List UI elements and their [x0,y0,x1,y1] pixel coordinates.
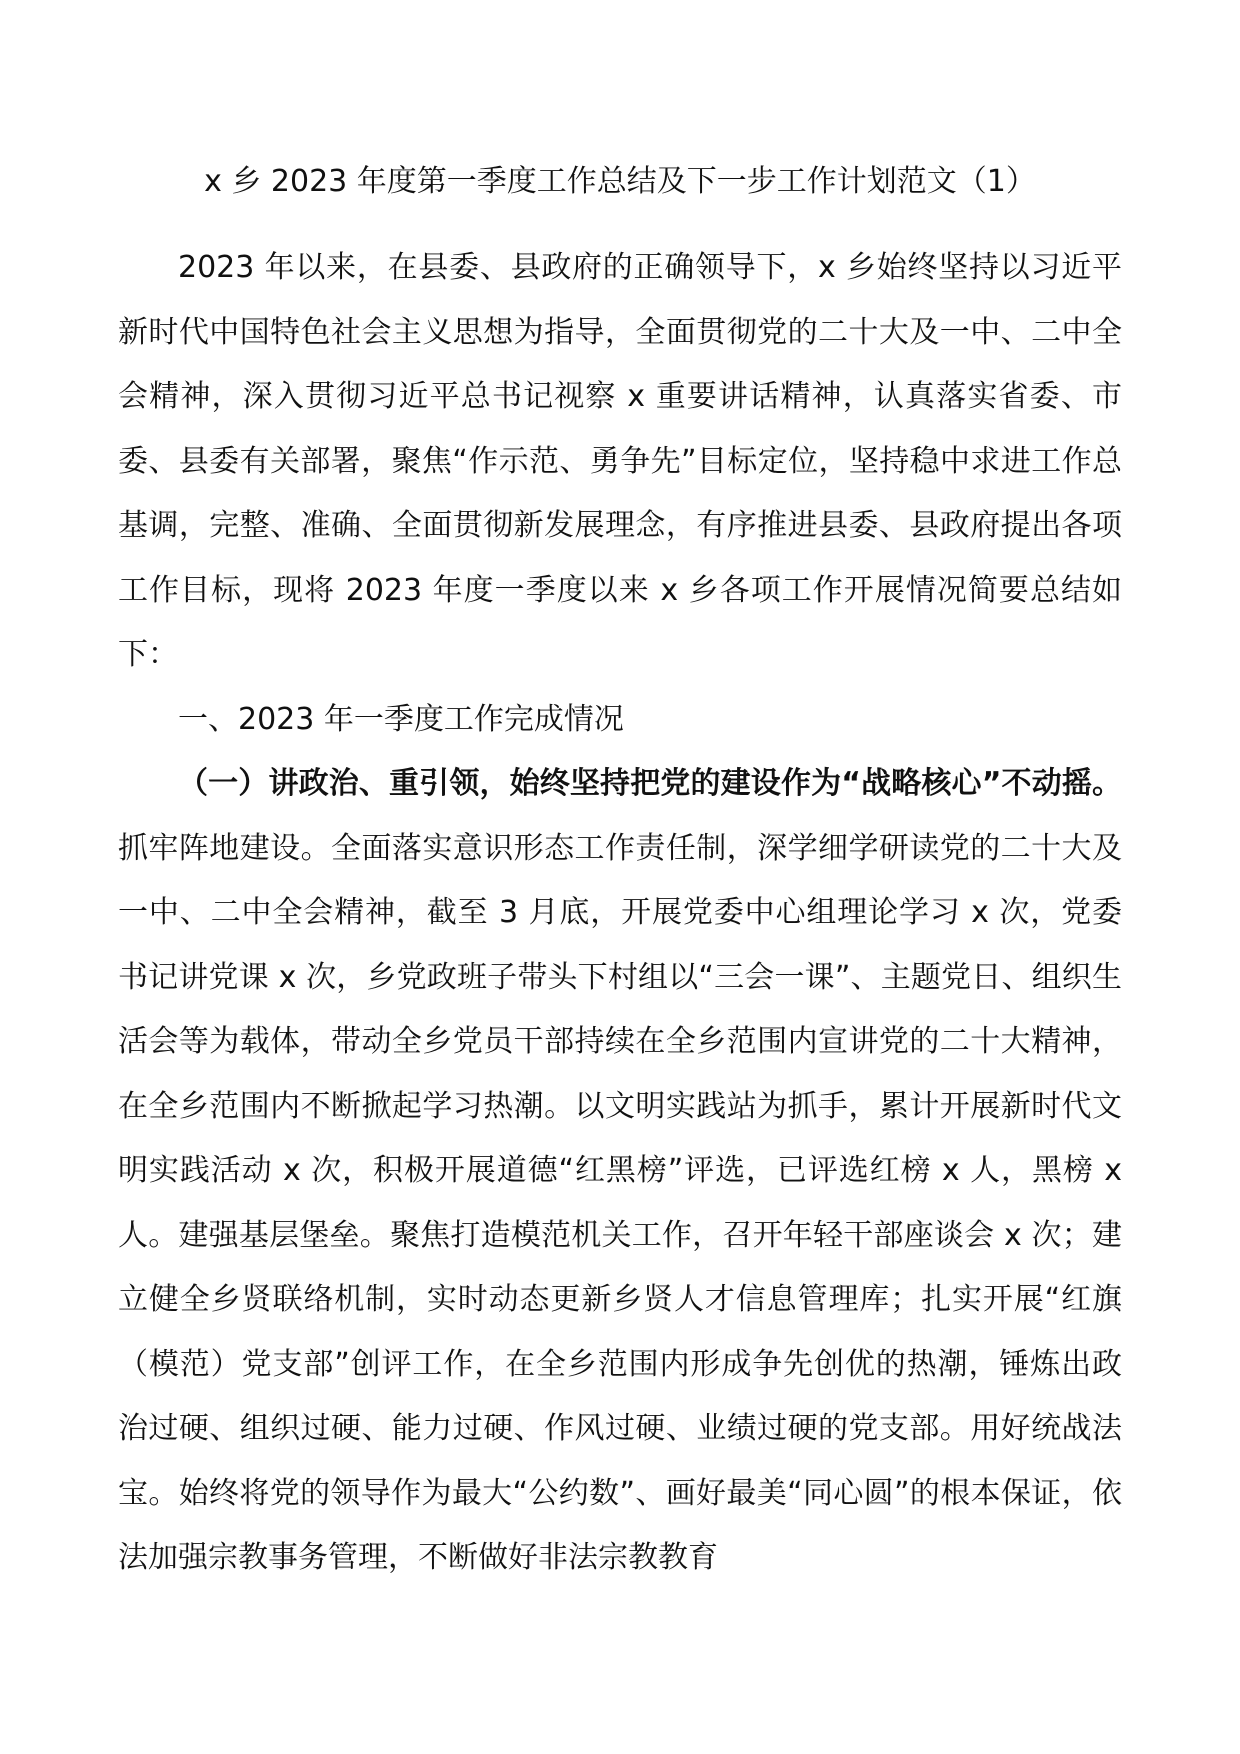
section-heading-1: 一、2023 年一季度工作完成情况 [178,701,624,737]
document-title: x 乡 2023 年度第一季度工作总结及下一步工作计划范文（1） [204,164,1036,199]
intro-paragraph: 2023 年以来，在县委、县政府的正确领导下，x 乡始终坚持以习近平新时代中国特色社会主义思想为指导，全面贯彻党的二十大及一中、二中全会精神，深入贯彻习近平总书记视察 x 重要讲话精神，认真落实省委、市委、县委有关部署，聚焦“作示范、勇争先”目标定位，坚持稳中求进工作总基调，完整、准确、全面贯彻新发展理念，有序推进县委、县政府提出各项工作目标，现将 2023 年度一季度以来 x 乡各项工作开展情况简要总结如下： [118,250,1122,672]
document-body [118,236,1122,1591]
subsection-1-body: 抓牢阵地建设。全面落实意识形态工作责任制，深学细学研读党的二十大及一中、二中全会精神，截至 3 月底，开展党委中心组理论学习 x 次，党委书记讲党课 x 次，乡党政班子带头下村组以“三会一课”、主题党日、组织生活会等为载体，带动全乡党员干部持续在全乡范围内宣讲党的二十大精神，在全乡范围内不断掀起学习热潮。以文明实践站为抓手，累计开展新时代文明实践活动 x 次，积极开展道德“红黑榜”评选，已评选红榜 x 人，黑榜 x 人。建强基层堡垒。聚焦打造模范机关工作，召开年轻干部座谈会 x 次；建立健全乡贤联络机制，实时动态更新乡贤人才信息管理库；扎实开展“红旗（模范）党支部”创评工作，在全乡范围内形成争先创优的热潮，锤炼出政治过硬、组织过硬、能力过硬、作风过硬、业绩过硬的党支部。用好统战法宝。始终将党的领导作为最大“公约数”、画好最美“同心圆”的根本保证，依法加强宗教事务管理，不断做好非法宗教教育 [118,830,1122,1575]
subsection-1-lead: （一）讲政治、重引领，始终坚持把党的建设作为“战略核心”不动摇。 [178,766,1122,801]
subsection-1-paragraph [118,752,1122,1591]
